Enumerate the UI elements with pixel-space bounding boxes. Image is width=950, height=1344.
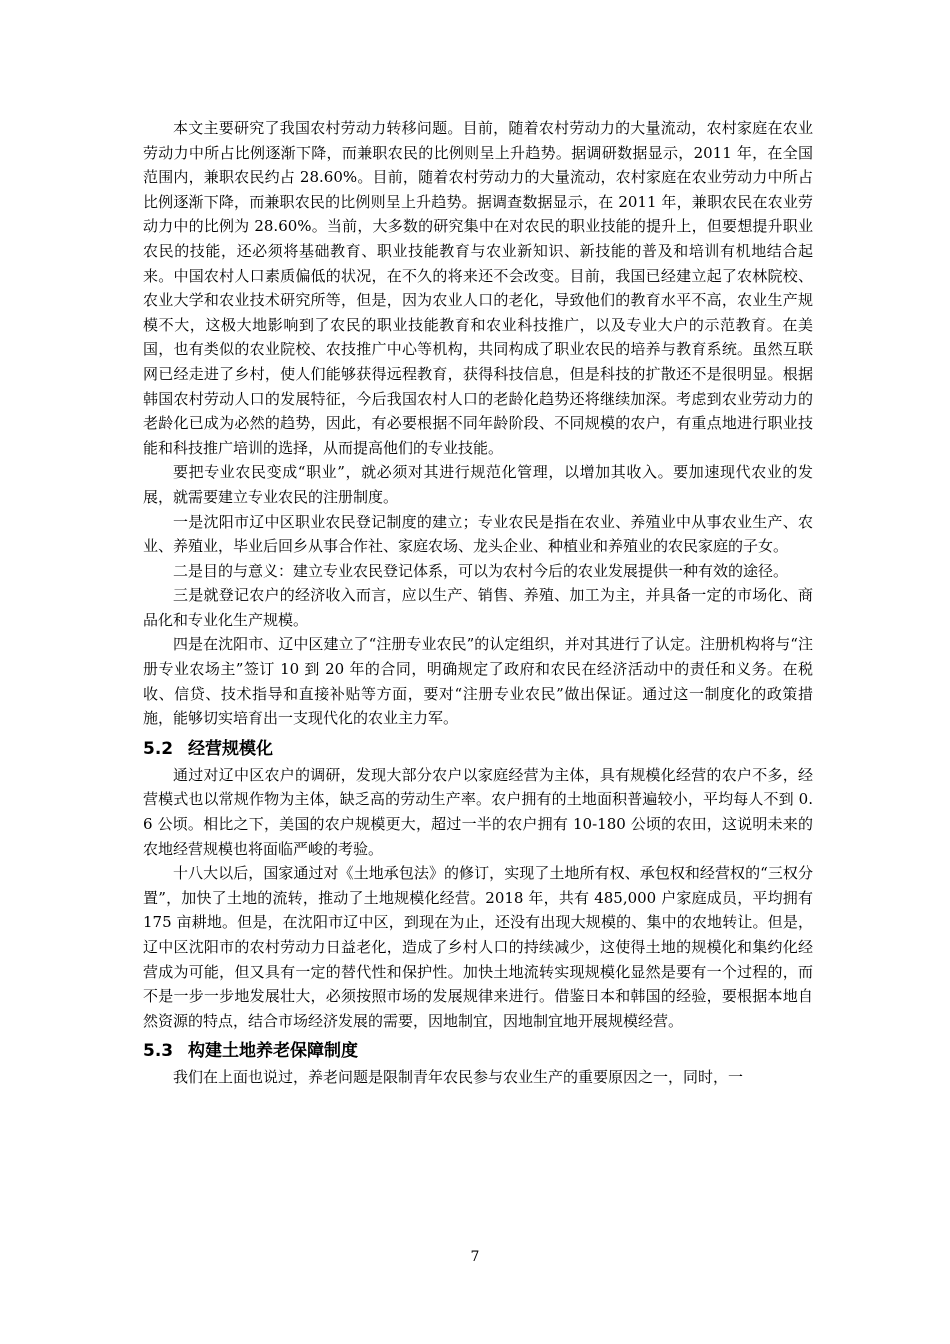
section-number: 5.2 (143, 738, 174, 759)
section-number: 5.3 (143, 1041, 174, 1062)
page-number: 7 (470, 1249, 480, 1265)
paragraph: 一是沈阳市辽中区职业农民登记制度的建立；专业农民是指在农业、养殖业中从事农业生产、农业、养殖业，毕业后回乡从事合作社、家庭农场、龙头企业、种植业和养殖业的农民家庭的子女。 (143, 512, 813, 556)
document-body (143, 116, 813, 1090)
paragraph: 通过对辽中区农户的调研，发现大部分农户以家庭经营为主体，具有规模化经营的农户不多，经营模式也以常规作物为主体，缺乏高的劳动生产率。农户拥有的土地面积普遍较小，平均每人不到 0.6 公顷。相比之下，美国的农户规模更大，超过一半的农户拥有 10-180 公顷的农田，这说明未来的农地经营规模也将面临严峻的考验。 (143, 765, 813, 858)
section-heading-5-2 (143, 737, 813, 761)
section-title: 经营规模化 (188, 738, 273, 759)
paragraph: 三是就登记农户的经济收入而言，应以生产、销售、养殖、加工为主，并具备一定的市场化、商品化和专业化生产规模。 (143, 586, 813, 629)
paragraph: 十八大以后，国家通过对《土地承包法》的修订，实现了土地所有权、承包权和经营权的“三权分置”，加快了土地的流转，推动了土地规模化经营。2018 年，共有 485,000 户家庭成员，平均拥有 175 亩耕地。但是，在沈阳市辽中区，到现在为止，还没有出现大规模的、集中的农地转让。但是，辽中区沈阳市的农村劳动力日益老化，造成了乡村人口的持续减少，这使得土地的规模化和集约化经营成为可能，但又具有一定的替代性和保护性。加快土地流转实现规模化显然是要有一个过程的，而不是一步一步地发展壮大，必须按照市场的发展规律来进行。借鉴日本和韩国的经验，要根据本地自然资源的特点，结合市场经济发展的需要，因地制宜，因地制宜地开展规模经营。 (143, 864, 813, 1030)
section-title: 构建土地养老保障制度 (188, 1041, 358, 1062)
paragraph: 要把专业农民变成“职业”，就必须对其进行规范化管理，以增加其收入。要加速现代农业的发展，就需要建立专业农民的注册制度。 (143, 463, 813, 506)
paragraph: 二是目的与意义：建立专业农民登记体系，可以为农村今后的农业发展提供一种有效的途径。 (173, 561, 789, 580)
section-heading-5-3 (143, 1039, 813, 1063)
paragraph: 本文主要研究了我国农村劳动力转移问题。目前，随着农村劳动力的大量流动，农村家庭在农业劳动力中所占比例逐渐下降，而兼职农民的比例则呈上升趋势。据调研数据显示，2011 年，在全国范围内，兼职农民约占 28.60%。目前，随着农村劳动力的大量流动，农村家庭在农业劳动力中所占比例逐渐下降，而兼职农民的比例则呈上升趋势。据调查数据显示，在 2011 年，兼职农民在农业劳动力中的比例为 28.60%。当前，大多数的研究集中在对农民的职业技能的提升上，但要想提升职业农民的技能，还必须将基础教育、职业技能教育与农业新知识、新技能的普及和培训有机地结合起来。中国农村人口素质偏低的状况，在不久的将来还不会改变。目前，我国已经建立起了农林院校、农业大学和农业技术研究所等，但是，因为农业人口的老化，导致他们的教育水平不高，农业生产规模不大，这极大地影响到了农民的职业技能教育和农业科技推广，以及专业大户的示范教育。在美国，也有类似的农业院校、农技推广中心等机构，共同构成了职业农民的培养与教育系统。虽然互联网已经走进了乡村，使人们能够获得远程教育，获得科技信息，但是科技的扩散还不是很明显。根据韩国农村劳动人口的发展特征，今后我国农村人口的老龄化趋势还将继续加深。考虑到农业劳动力的老龄化已成为必然的趋势，因此，有必要根据不同年龄阶段、不同规模的农户，有重点地进行职业技能和科技推广培训的选择，从而提高他们的专业技能。 (143, 119, 813, 457)
paragraph: 我们在上面也说过，养老问题是限制青年农民参与农业生产的重要原因之一，同时，一 (173, 1068, 744, 1087)
paragraph: 四是在沈阳市、辽中区建立了“注册专业农民”的认定组织，并对其进行了认定。注册机构将与“注册专业农场主”签订 10 到 20 年的合同，明确规定了政府和农民在经济活动中的责任和义务。在税收、信贷、技术指导和直接补贴等方面，要对“注册专业农民”做出保证。通过这一制度化的政策措施，能够切实培育出一支现代化的农业主力军。 (143, 635, 813, 728)
